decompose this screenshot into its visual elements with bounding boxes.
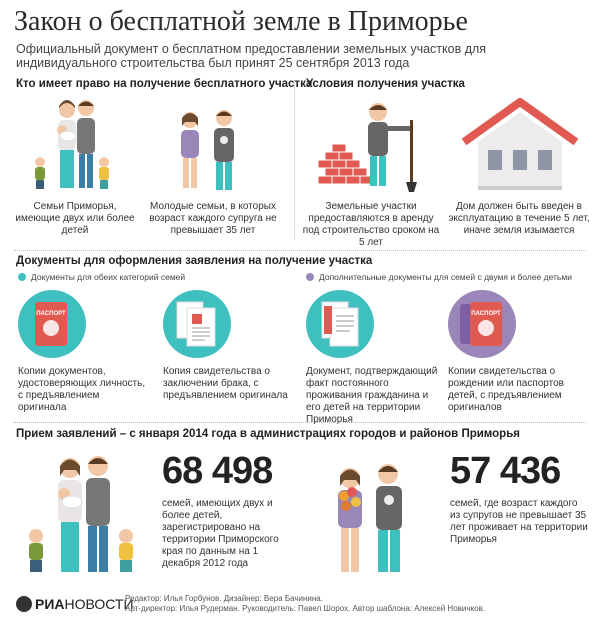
page-subtitle: Официальный документ о бесплатном предоставлении земельных участков для индивидуального строительства был принят 25 сентября 2013 года [16, 42, 487, 70]
eligibility-families-text: Семьи Приморья, имеющие двух или более детей [15, 201, 135, 236]
young-couple-illustration [170, 96, 250, 196]
doc-item-children: Копии свидетельства о рождении или паспортов детей, с предъявлением оригиналов [448, 366, 564, 413]
stat1-text: семей, имеющих двух и более детей, зарегистрировано на территории Приморского края по данным на 1 декабря 2012 года [162, 498, 279, 569]
legend-teal-dot [18, 273, 26, 281]
documents-heading: Документы для оформления заявления на получение участка [16, 255, 373, 267]
divider-documents [14, 250, 586, 251]
marriage-certificate-icon [163, 290, 231, 358]
conditions-heading: Условия получения участка [306, 78, 465, 90]
page-title: Закон о бесплатной земле в Приморье [14, 6, 468, 37]
legend-both [18, 272, 185, 282]
section-divider [294, 80, 295, 240]
doc-item-identity: Копии документов, удостоверяющих личность, с предъявлением оригинала [18, 366, 146, 413]
stat1-value: 68 498 [162, 450, 273, 492]
couple-flowers-illustration [322, 452, 422, 578]
logo-novosti-text: НОВОСТИ [64, 596, 134, 612]
ria-globe-icon [16, 596, 32, 612]
children-passport-label: ПАСПОРТ [471, 311, 501, 317]
passport-label: ПАСПОРТ [36, 311, 66, 317]
applications-heading: Прием заявлений – с января 2014 года в администрациях городов и районов Приморья [16, 428, 520, 440]
divider-applications [14, 422, 586, 423]
passport-circle-icon [18, 290, 86, 358]
large-family-illustration [22, 96, 122, 196]
legend-extra [306, 272, 572, 282]
residence-document-icon [306, 290, 374, 358]
builder-bricks-illustration [318, 98, 428, 194]
stat2-value: 57 436 [450, 450, 561, 492]
stat2-text: семей, где возраст каждого из супругов не превышает 35 лет проживает на территории Приморья [450, 498, 588, 545]
ria-novosti-logo [16, 596, 134, 614]
credits-line-2: Арт-директор: Илья Рудерман. Руководитель: Павел Шорох. Автор шаблона: Алексей Новичков. [125, 604, 486, 613]
credits-line-1: Редактор: Илья Горбунов. Дизайнер: Вера Бачинина. [125, 594, 323, 603]
logo-ria-text: РИА [35, 596, 65, 612]
doc-item-residence: Документ, подтверждающий факт постоянного проживания гражданина и его детей на территории Приморья [306, 366, 438, 425]
legend-both-text: Документы для обеих категорий семей [31, 272, 186, 282]
conditions-house-text: Дом должен быть введен в эксплуатацию в течение 5 лет, иначе земля изымается [448, 201, 590, 236]
doc-item-marriage: Копия свидетельства о заключении брака, с предъявлением оригинала [163, 366, 288, 401]
conditions-lease-text: Земельные участки предоставляются в аренду под строительство сроком на 5 лет [302, 201, 440, 248]
big-family-illustration [16, 450, 146, 580]
children-passport-icon [448, 290, 516, 358]
legend-extra-text: Дополнительные документы для семей с двумя и более детьми [319, 272, 572, 282]
legend-purple-dot [306, 273, 314, 281]
house-illustration [460, 98, 580, 194]
eligibility-young-text: Молодые семьи, в которых возраст каждого супруга не превышает 35 лет [149, 201, 277, 236]
eligibility-heading: Кто имеет право на получение бесплатного участка [16, 78, 313, 90]
